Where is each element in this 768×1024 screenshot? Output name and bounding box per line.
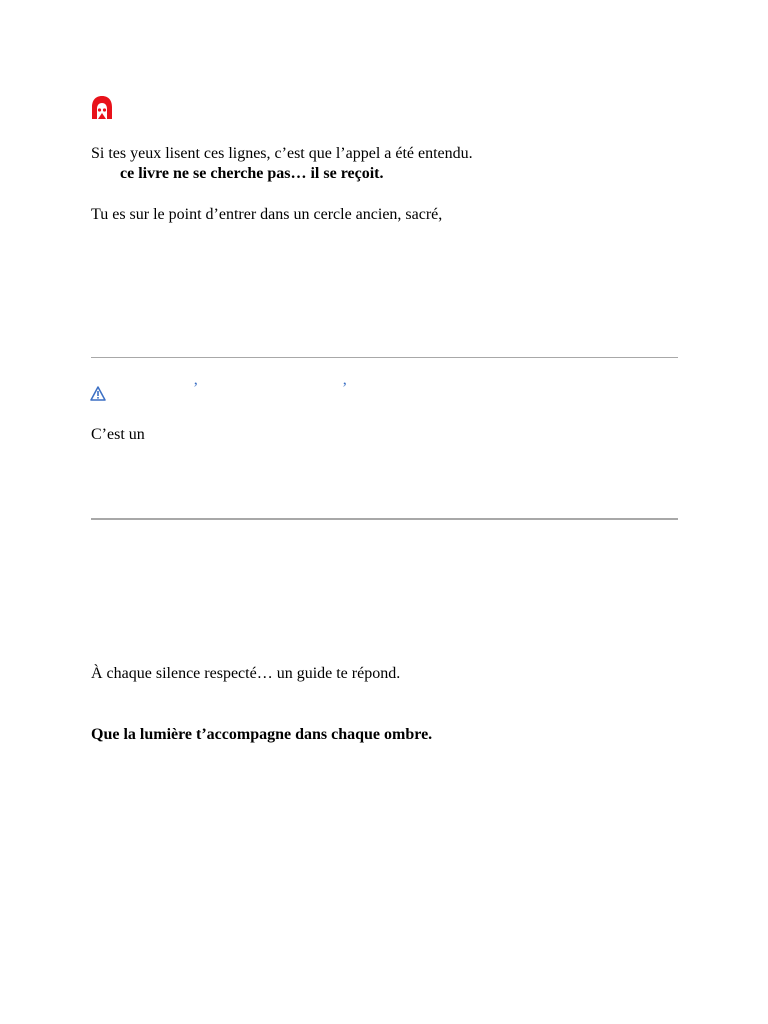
hooded-figure-icon [90, 95, 114, 121]
intro-line-2: ce livre ne se cherche pas… il se reçoit. [120, 165, 384, 182]
divider-top [91, 357, 678, 358]
divider-bottom [91, 518, 678, 520]
intro-line-3: Tu es sur le point d’entrer dans un cercle ancien, sacré, [91, 206, 443, 223]
warning-apostrophe-1: ’ [193, 380, 199, 397]
warning-triangle-icon [90, 386, 106, 401]
warning-apostrophe-2: ’ [342, 380, 348, 397]
section-2-line-1: C’est un [91, 426, 145, 443]
closing-line-1: À chaque silence respecté… un guide te répond. [91, 665, 401, 682]
closing-line-2: Que la lumière t’accompagne dans chaque ombre. [91, 726, 433, 743]
intro-line-1: Si tes yeux lisent ces lignes, c’est que l’appel a été entendu. [91, 145, 473, 162]
